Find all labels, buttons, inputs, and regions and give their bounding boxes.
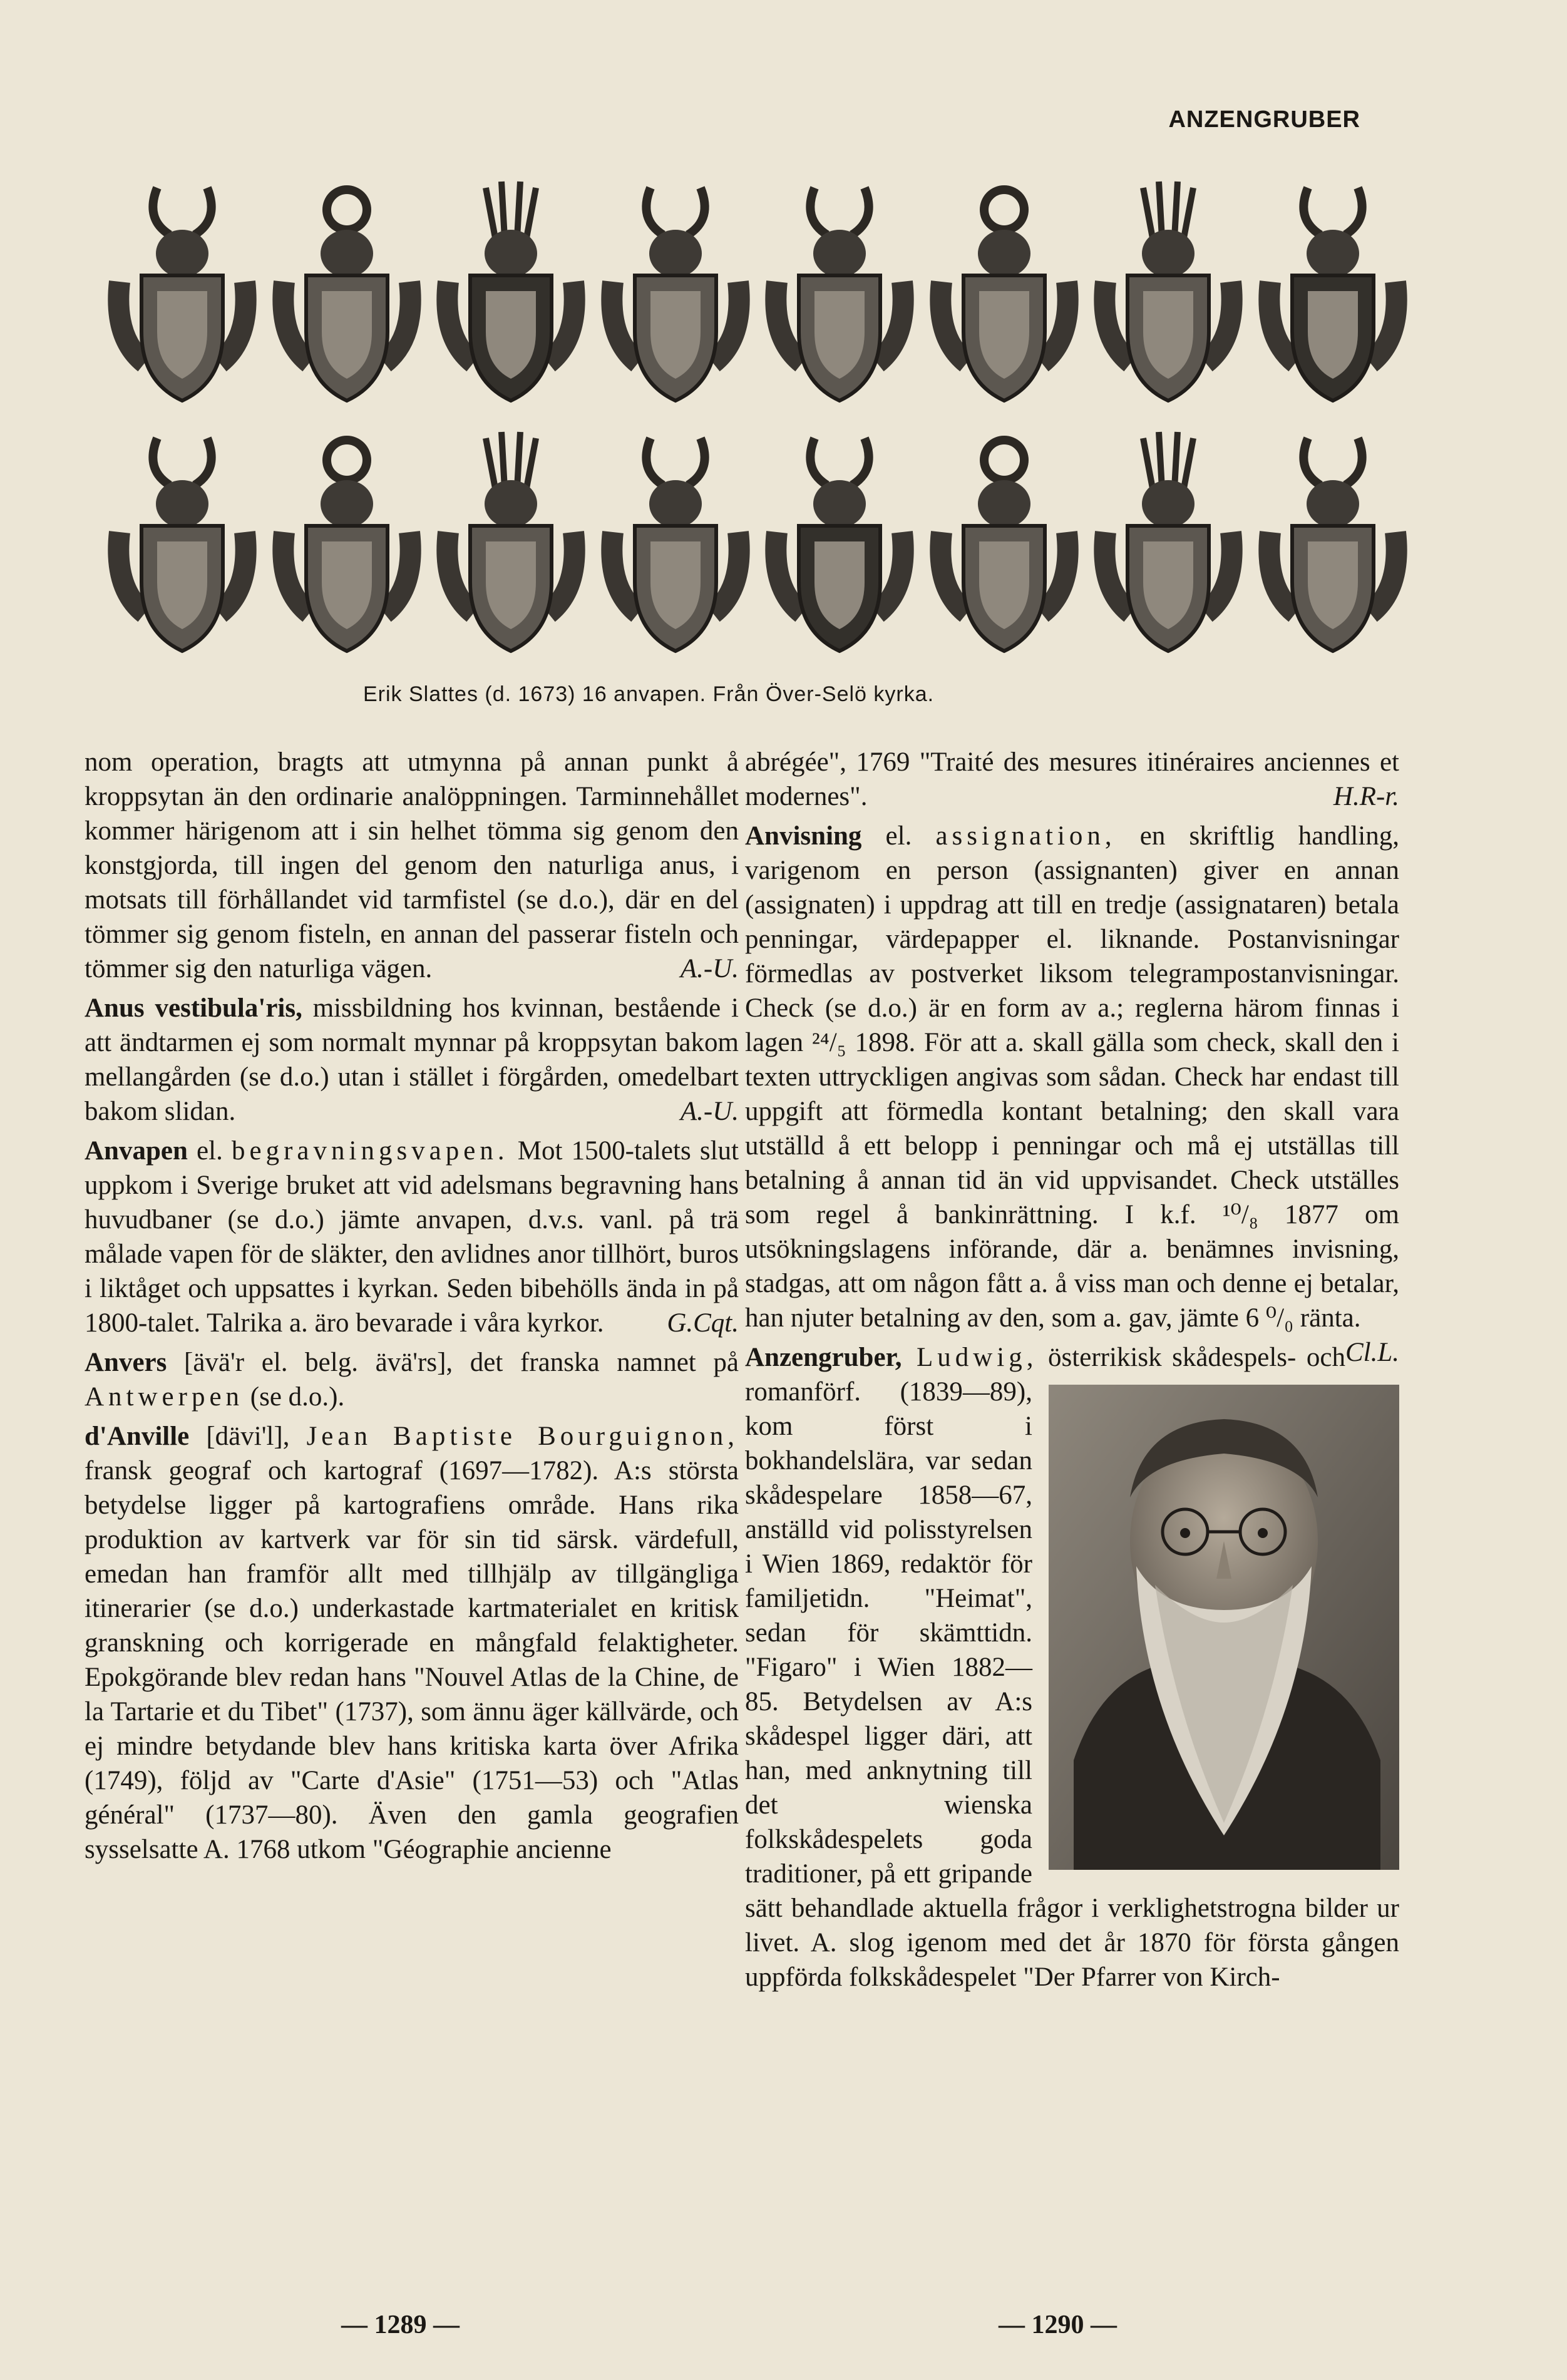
entry-danville: d'Anville [dävi'l], Jean Baptiste Bourguignon, fransk geograf och kartograf (1697—1782). A:s största betydelse ligger på kartografiens område. Hans rika produktion av kartverk var för sin tid särsk. värdefull, emedan han framför allt med tillhjälp av tillgängliga itinerarier (se d.o.) underkastade kartmaterialet en kritisk granskning och korrigerade en mångfald felaktigheter. Epokgörande blev redan hans "Nouvel Atlas de la Chine, de la Tartarie et du Tibet" (1737), som ännu äger källvärde, och ej mindre betydande blev hans kritiska karta över Afrika (1749), följd av "Carte d'Asie" (1751—53) och "Atlas général" (1737—80). Även den gamla geografien sysselsatte A. 1768 utkom "Géographie ancienne	[85, 1422, 739, 1864]
anzengruber-portrait	[1049, 1385, 1399, 1870]
coat-of-arms-15	[1086, 419, 1251, 670]
spaced-term: assignation,	[935, 821, 1116, 851]
coat-of-arms-2	[265, 169, 429, 419]
coat-of-arms-6	[922, 169, 1087, 419]
portrait-image	[1049, 1385, 1399, 1870]
entry-anvapen: Anvapen el. begravningsvapen. Mot 1500-talets slut uppkom i Sverige bruket att vid adelsmans begravning hans huvudbaner (se d.o.) jämte anvapen, d.v.s. vanl. på trä målade vapen för de släkter, den avlidnes anor tillhört, buros i liktåget och uppsattes i kyrkan. Seden bibehölls ända in på 1800-talet. Talrika a. äro bevarade i våra kyrkor. G.Cqt.	[85, 1134, 739, 1340]
coat-of-arms-12	[593, 419, 758, 670]
spaced-term: Jean Baptiste Bourguignon,	[306, 1422, 739, 1451]
coat-of-arms-9	[100, 419, 265, 670]
coat-of-arms-11	[429, 419, 593, 670]
author-signature: A.-U.	[680, 1097, 739, 1126]
page-number-left: — 1289 —	[341, 2311, 460, 2339]
spaced-term: begravningsvapen.	[232, 1136, 509, 1166]
coat-of-arms-13	[758, 419, 922, 670]
spaced-term: Ludwig,	[902, 1343, 1038, 1372]
coat-of-arms-plate	[100, 169, 1415, 670]
entry-anvers: Anvers [ävä'r el. belg. ävä'rs], det franska namnet på Antwerpen (se d.o.).	[85, 1348, 739, 1412]
figure-caption: Erik Slattes (d. 1673) 16 anvapen. Från Över-Selö kyrka.	[363, 682, 935, 706]
coat-of-arms-4	[593, 169, 758, 419]
headword: Anus vestibula'ris,	[85, 993, 302, 1023]
shield-grid	[100, 169, 1415, 670]
coat-of-arms-3	[429, 169, 593, 419]
author-signature: A.-U.	[680, 954, 739, 983]
author-signature: G.Cqt.	[667, 1308, 739, 1338]
author-signature: Cl.L.	[1345, 1338, 1399, 1367]
right-column	[745, 745, 1399, 1999]
spaced-term: Antwerpen	[85, 1382, 244, 1412]
entry-anvisning: Anvisning el. assignation, en skriftlig handling, varigenom en person (assignanten) giver en annan (assignaten) i uppdrag att till en tredje (assignataren) betala penningar, värdepapper el. liknande. Postanvisningar förmedlas av postverket liksom telegrampostanvisningar. Check (se d.o.) är en form av a.; reglerna härom finnas i lagen ²⁴/₅ 1898. För att a. skall gälla som check, skall den i texten uttryckligen angivas som sådan. Check har endast till uppgift att förmedla kontant betalning; den skall vara utställd å ett belopp i penningar och må ej utställas till betalning å annan tid än vid uppvisandet. Check utställes som regel å bankinrättning. I k.f. ¹⁰/₈ 1877 om utsökningslagens införande, där a. benämnes invisning, stadgas, att om någon fått a. å viss man och denne ej betalar, han njuter betalning av den, som a. gav, jämte 6 ⁰/₀ ränta. Cl.L.	[745, 819, 1399, 1335]
paragraph-anus-praeternaturalis-end: nom operation, bragts att utmynna på annan punkt å kroppsytan än den ordinarie analöppningen. Tarminnehållet kommer härigenom att i sin helhet tömma sig genom den konstgjorda, till ingen del genom den naturliga anus, i motsats till förhållandet vid tarmfistel (se d.o.), där en del tömmer sig genom fisteln, en annan del passerar fisteln och tömmer sig den naturliga vägen. A.-U.	[85, 745, 739, 986]
running-head: ANZENGRUBER	[1168, 106, 1360, 133]
author-signature: H.R-r.	[1333, 782, 1399, 811]
headword: Anvapen	[85, 1136, 188, 1166]
page-number-right: — 1290 —	[999, 2311, 1117, 2339]
entry-danville-end: abrégée", 1769 "Traité des mesures itinéraires anciennes et modernes". H.R-r.	[745, 745, 1399, 814]
coat-of-arms-16	[1251, 419, 1415, 670]
headword: Anvers	[85, 1348, 167, 1377]
coat-of-arms-10	[265, 419, 429, 670]
headword: d'Anville	[85, 1422, 190, 1451]
entry-anus-vestibularis: Anus vestibula'ris, missbildning hos kvinnan, bestående i att ändtarmen ej som normalt mynnar på kroppsytan bakom mellangården (se d.o.) utan i stället i förgården, omedelbart bakom slidan. A.-U.	[85, 991, 739, 1129]
left-column	[85, 745, 739, 1872]
coat-of-arms-8	[1251, 169, 1415, 419]
headword: Anvisning	[745, 821, 862, 851]
headword: Anzengruber,	[745, 1343, 902, 1372]
coat-of-arms-14	[922, 419, 1087, 670]
entry-anzengruber: Anzengruber, Ludwig, österrikisk skådespels- och romanförf. (1839—89), kom först i bokhandelslära, var sedan skådespelare 1858—67, anställd vid polisstyrelsen i Wien 1869, redaktör för familjetidn. "Heimat", sedan för skämttidn. "Figaro" i Wien 1882—85. Betydelsen av A:s skådespel ligger däri, att han, med anknytning till det wienska folkskådespelets goda traditioner, på ett gripande sätt behandlade aktuella frågor i verklighetstrogna bilder ur livet. A. slog igenom med det år 1870 för första gången uppförda folkskådespelet "Der Pfarrer von Kirch-	[745, 1343, 1399, 1992]
coat-of-arms-5	[758, 169, 922, 419]
coat-of-arms-1	[100, 169, 265, 419]
coat-of-arms-7	[1086, 169, 1251, 419]
